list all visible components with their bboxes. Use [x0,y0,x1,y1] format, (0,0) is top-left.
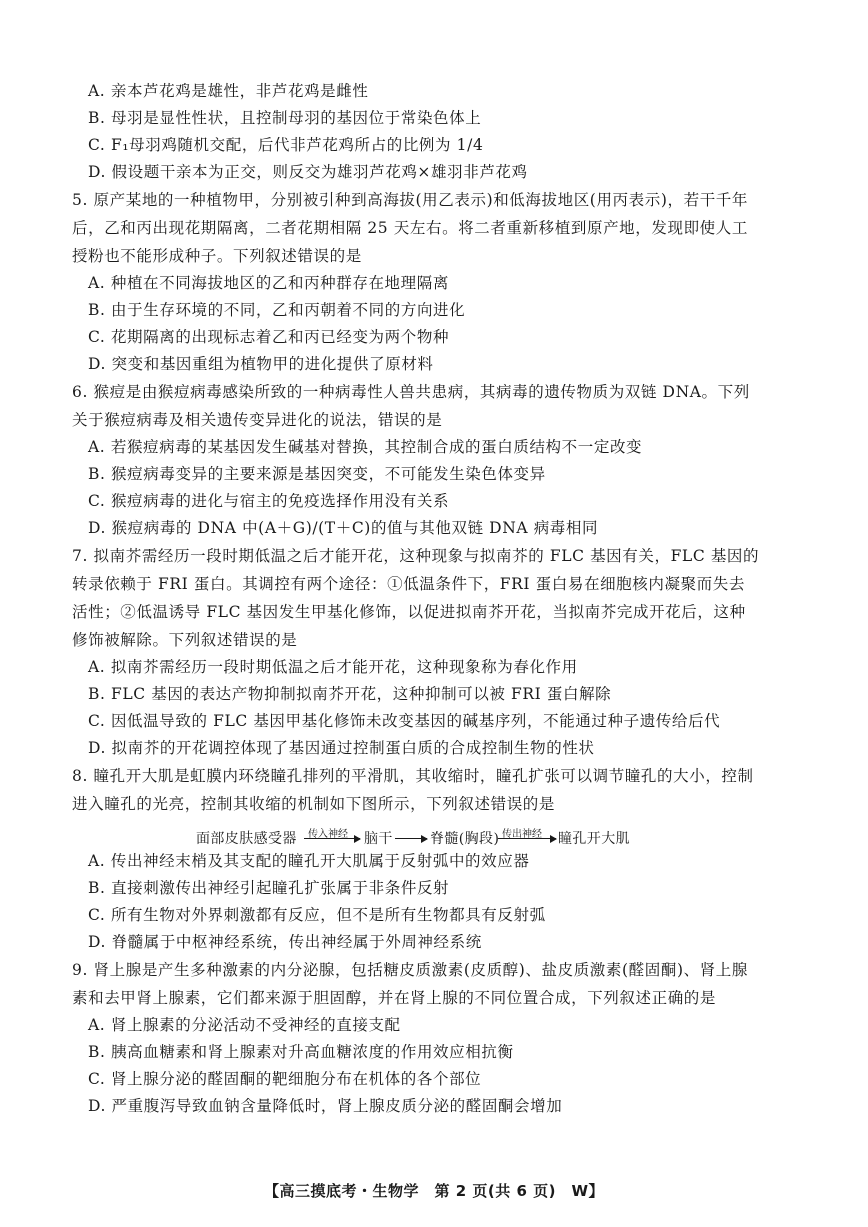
diagram-node-spinal-cord: 脊髓(胸段) [430,831,500,847]
q5-option-c: C. 花期隔离的出现标志着乙和丙已经变为两个物种 [88,328,450,346]
page-footer: 【高三摸底考・生物学 第 2 页(共 6 页) W】 [263,1182,605,1200]
q5-option-b: B. 由于生存环境的不同，乙和丙朝着不同的方向进化 [88,301,466,319]
q4-option-a: A. 亲本芦花鸡是雄性，非芦花鸡是雌性 [88,82,369,100]
diagram-node-skin-receptor: 面部皮肤感受器 [196,831,297,847]
diagram-node-brainstem: 脑干 [364,831,393,847]
q7-option-d: D. 拟南芥的开花调控体现了基因通过控制蛋白质的合成控制生物的性状 [88,739,595,757]
q4-option-b: B. 母羽是显性性状，且控制母羽的基因位于常染色体上 [88,109,482,127]
q9-option-c: C. 肾上腺分泌的醛固酮的靶细胞分布在机体的各个部位 [88,1070,482,1088]
q6-option-c: C. 猴痘病毒的进化与宿主的免疫选择作用没有关系 [88,492,450,510]
q7-option-b: B. FLC 基因的表达产物抑制拟南芥开花，这种抑制可以被 FRI 蛋白解除 [88,685,612,703]
q9-option-b: B. 胰高血糖素和肾上腺素对升高血糖浓度的作用效应相抗衡 [88,1043,514,1061]
q9-stem-line-1: 9. 肾上腺是产生多种激素的内分泌腺，包括糖皮质激素(皮质醇)、盐皮质激素(醛固酮)、肾上腺 [72,961,749,979]
arrow-label-afferent: 传入神经 [308,829,348,840]
q6-stem-line-1: 6. 猴痘是由猴痘病毒感染所致的一种病毒性人兽共患病，其病毒的遗传物质为双链 DNA。下列 [72,383,750,401]
q7-stem-line-2: 转录依赖于 FRI 蛋白。其调控有两个途径：①低温条件下，FRI 蛋白易在细胞核内凝聚而失去 [72,575,745,593]
reflex-arc-diagram [196,820,676,854]
q8-option-a: A. 传出神经末梢及其支配的瞳孔开大肌属于反射弧中的效应器 [88,852,530,870]
diagram-node-dilator-muscle: 瞳孔开大肌 [558,831,630,847]
arrow-brainstem-to-spinal [395,838,427,839]
q7-option-a: A. 拟南芥需经历一段时期低温之后才能开花，这种现象称为春化作用 [88,658,578,676]
q5-stem-line-2: 后，乙和丙出现花期隔离，二者花期相隔 25 天左右。将二者重新移植到原产地，发现即使人工 [72,219,748,237]
q7-stem-line-3: 活性；②低温诱导 FLC 基因发生甲基化修饰，以促进拟南芥开花，当拟南芥完成开花后，这种 [72,603,746,621]
q8-stem-line-1: 8. 瞳孔开大肌是虹膜内环绕瞳孔排列的平滑肌，其收缩时，瞳孔扩张可以调节瞳孔的大小，控制 [72,767,754,785]
q7-stem-line-1: 7. 拟南芥需经历一段时期低温之后才能开花，这种现象与拟南芥的 FLC 基因有关，FLC 基因的 [72,547,760,565]
q7-stem-line-4: 修饰被解除。下列叙述错误的是 [72,631,298,649]
q6-stem-line-2: 关于猴痘病毒及相关遗传变异进化的说法，错误的是 [72,411,443,429]
q7-option-c: C. 因低温导致的 FLC 基因甲基化修饰未改变基因的碱基序列，不能通过种子遗传给后代 [88,712,721,730]
q5-option-a: A. 种植在不同海拔地区的乙和丙种群存在地理隔离 [88,274,449,292]
arrow-afferent [304,829,360,840]
q5-stem-line-1: 5. 原产某地的一种植物甲，分别被引种到高海拔(用乙表示)和低海拔地区(用丙表示)，若干千年 [72,191,749,209]
q8-option-b: B. 直接刺激传出神经引起瞳孔扩张属于非条件反射 [88,879,450,897]
q8-option-d: D. 脊髓属于中枢神经系统，传出神经属于外周神经系统 [88,933,482,951]
q5-option-d: D. 突变和基因重组为植物甲的进化提供了原材料 [88,355,434,373]
q6-option-d: D. 猴痘病毒的 DNA 中(A＋G)/(T＋C)的值与其他双链 DNA 病毒相同 [88,519,599,537]
arrow-efferent [498,829,556,840]
q9-stem-line-2: 素和去甲肾上腺素，它们都来源于胆固醇，并在肾上腺的不同位置合成，下列叙述正确的是 [72,989,717,1007]
q8-stem-line-2: 进入瞳孔的光亮，控制其收缩的机制如下图所示，下列叙述错误的是 [72,795,556,813]
q4-option-d: D. 假设题干亲本为正交，则反交为雄羽芦花鸡×雄羽非芦花鸡 [88,163,528,181]
q8-option-c: C. 所有生物对外界刺激都有反应，但不是所有生物都具有反射弧 [88,906,546,924]
q9-option-a: A. 肾上腺素的分泌活动不受神经的直接支配 [88,1016,401,1034]
q6-option-b: B. 猴痘病毒变异的主要来源是基因突变，不可能发生染色体变异 [88,465,546,483]
q9-option-d: D. 严重腹泻导致血钠含量降低时，肾上腺皮质分泌的醛固酮会增加 [88,1097,563,1115]
q6-option-a: A. 若猴痘病毒的某基因发生碱基对替换，其控制合成的蛋白质结构不一定改变 [88,438,643,456]
q4-option-c: C. F₁母羽鸡随机交配，后代非芦花鸡所占的比例为 1/4 [88,136,484,154]
arrow-label-efferent: 传出神经 [502,829,542,840]
q5-stem-line-3: 授粉也不能形成种子。下列叙述错误的是 [72,247,362,265]
